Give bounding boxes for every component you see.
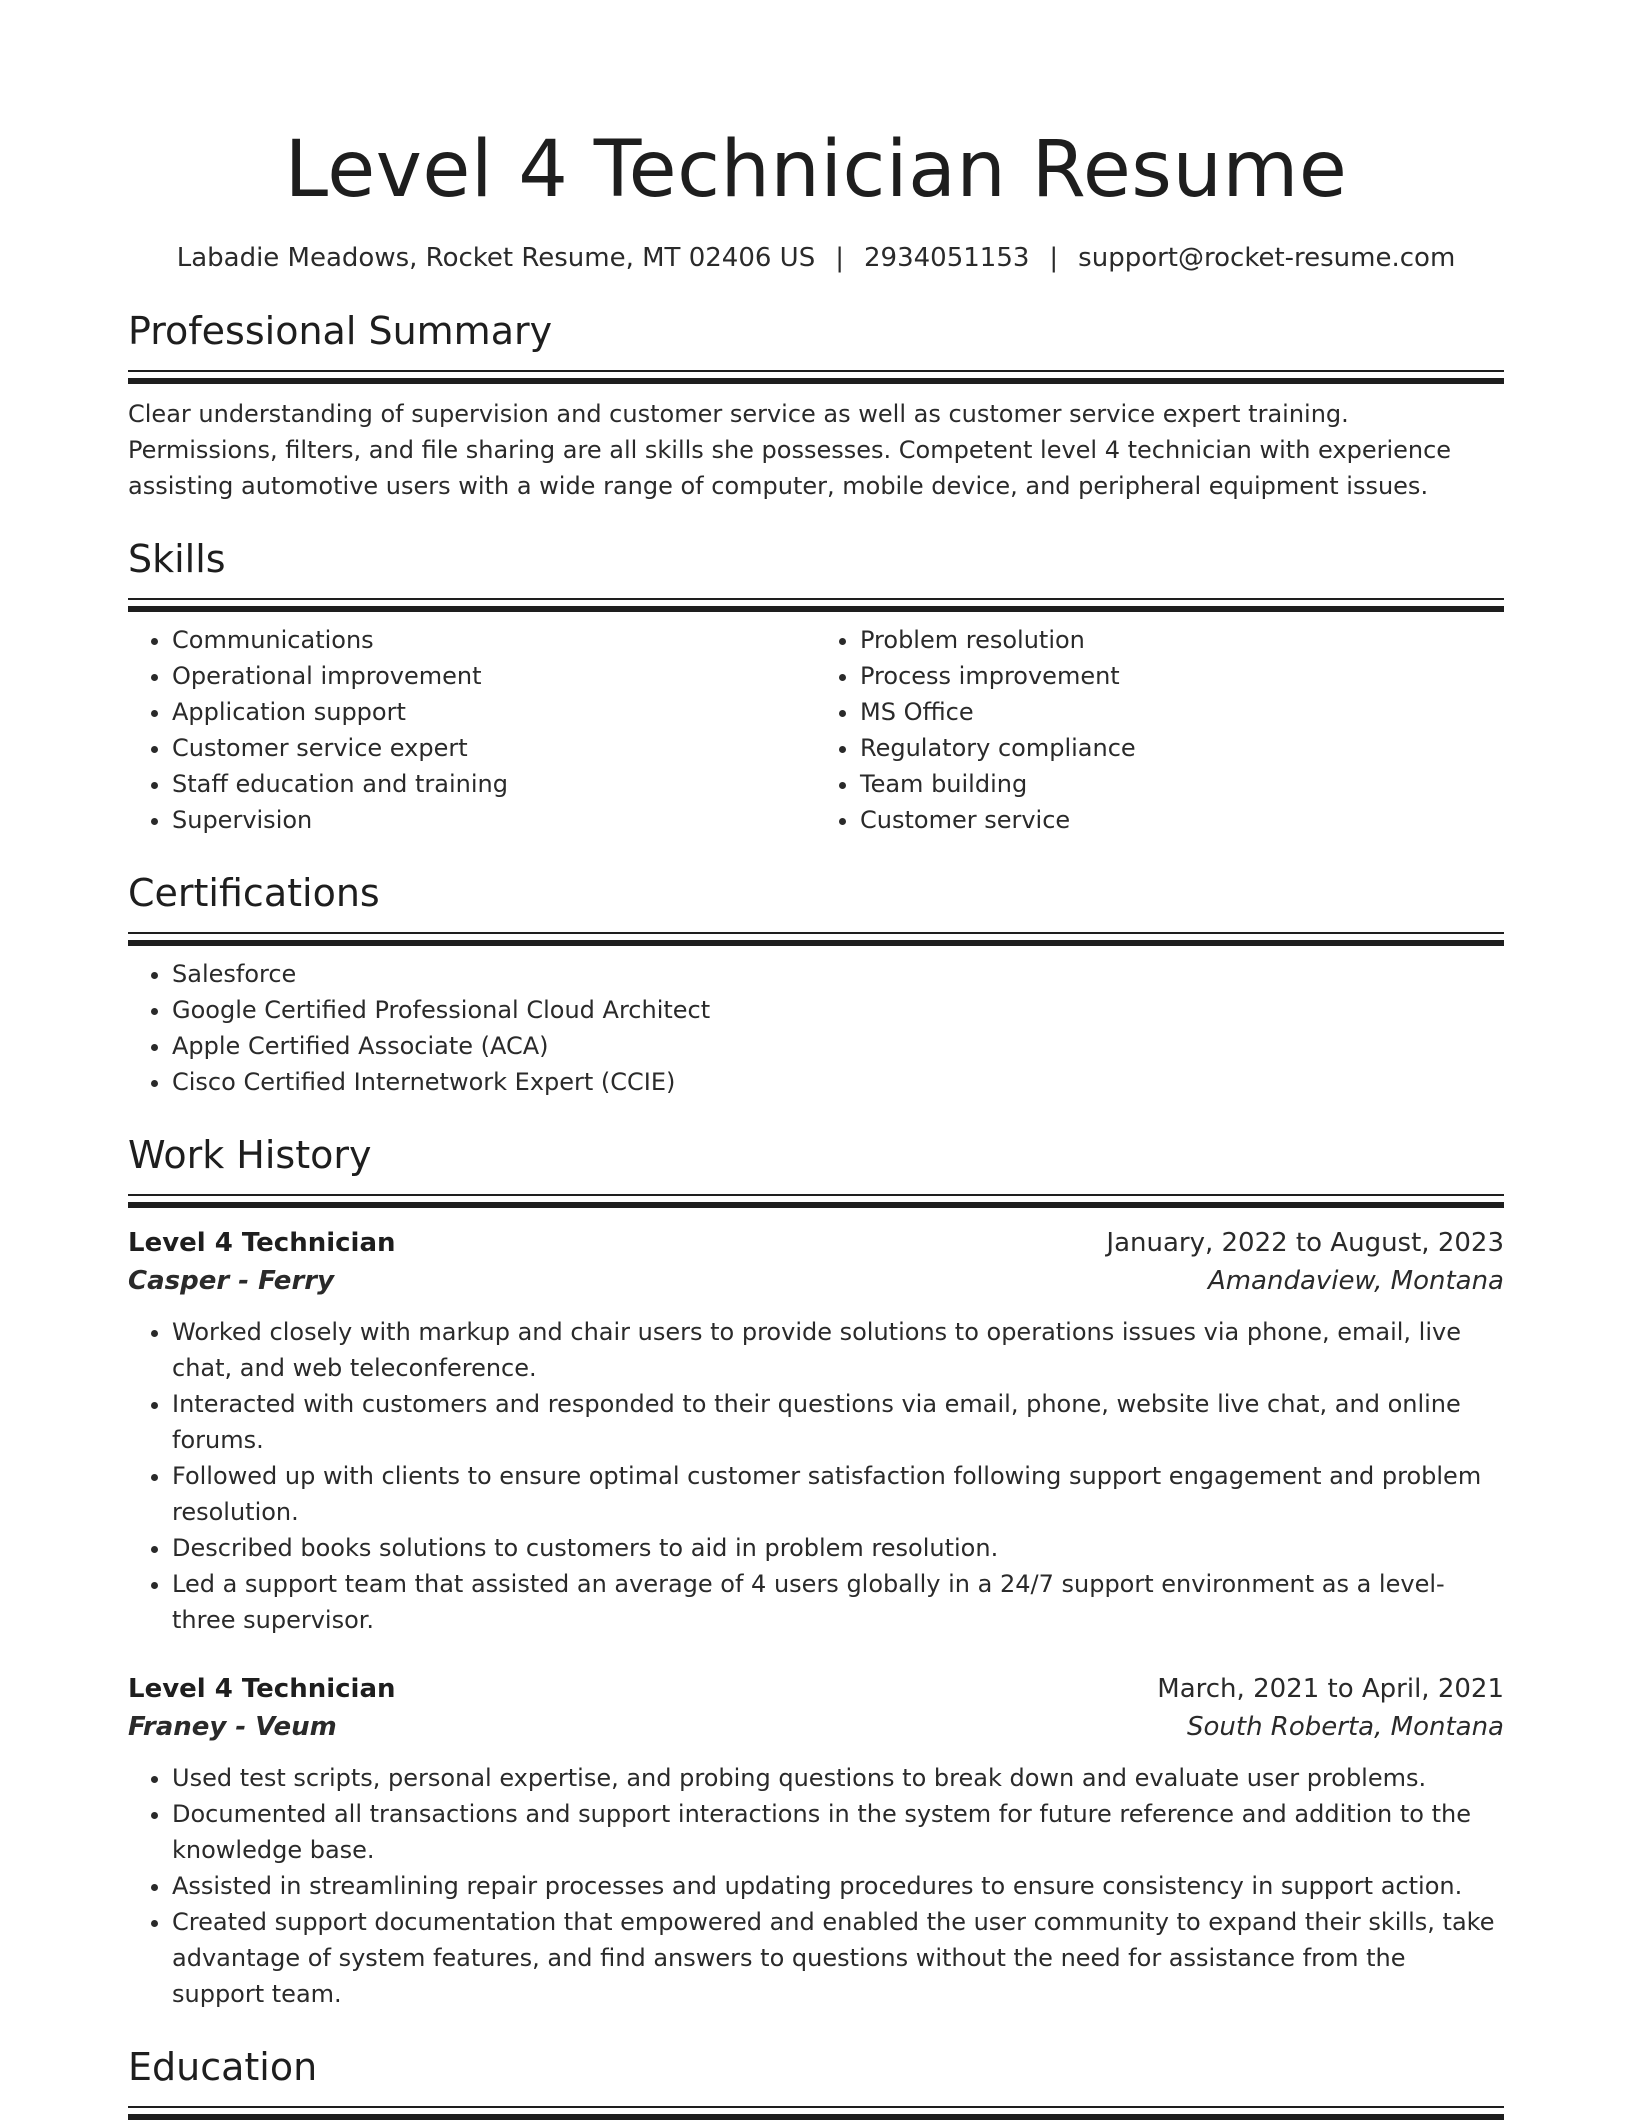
- job-location: Amandaview, Montana: [1207, 1266, 1504, 1296]
- certifications-section: [128, 868, 1504, 1100]
- job-bullet: • Followed up with clients to ensure optimal customer satisfaction following support engagement and problem resolution.: [172, 1458, 1504, 1530]
- job-bullet: • Interacted with customers and responded to their questions via email, phone, website live chat, and online forums.: [172, 1386, 1504, 1458]
- skill-item: • Customer service expert: [172, 730, 816, 766]
- section-divider: [128, 1194, 1504, 1206]
- summary-heading: Professional Summary: [128, 309, 553, 353]
- contact-phone: 2934051153: [863, 243, 1030, 273]
- contact-separator: |: [835, 243, 844, 273]
- job-bullets: [128, 1760, 1504, 2012]
- skill-item: • Customer service: [860, 802, 1504, 838]
- job-bullet: • Documented all transactions and support interactions in the system for future reference and addition to the knowledge base.: [172, 1796, 1504, 1868]
- job-title: Level 4 Technician: [128, 1674, 396, 1704]
- skill-item: • Application support: [172, 694, 816, 730]
- job-company: Franey - Veum: [128, 1712, 337, 1742]
- section-divider: [128, 598, 1504, 610]
- work-history-section: [128, 1130, 1504, 2012]
- job-entry: [128, 1224, 1504, 1638]
- skill-item: • Staff education and training: [172, 766, 816, 802]
- summary-text: Clear understanding of supervision and customer service as well as customer service expert training. Permissions, filters, and file sharing are all skills she possesses. Competent level 4 technician with experience assisting automotive users with a wide range of computer, mobile device, and peripheral equipment issues.: [128, 400, 1452, 500]
- job-subheader-row: [128, 1262, 1504, 1300]
- job-dates: January, 2022 to August, 2023: [1106, 1228, 1504, 1258]
- job-bullets: [128, 1314, 1504, 1638]
- certification-item: • Google Certified Professional Cloud Architect: [172, 992, 1504, 1028]
- contact-separator: |: [1049, 243, 1059, 273]
- job-subheader-row: [128, 1708, 1504, 1746]
- section-divider: [128, 2106, 1504, 2118]
- skill-item: • Communications: [172, 622, 816, 658]
- certifications-list: [128, 956, 1504, 1100]
- certification-item: • Salesforce: [172, 956, 1504, 992]
- job-bullet: • Used test scripts, personal expertise, and probing questions to break down and evaluate user problems.: [172, 1760, 1504, 1796]
- contact-address: Labadie Meadows, Rocket Resume, MT 02406 US: [176, 243, 816, 273]
- job-entry: [128, 1670, 1504, 2012]
- job-dates: March, 2021 to April, 2021: [1157, 1674, 1504, 1704]
- skill-item: • Process improvement: [860, 658, 1504, 694]
- contact-line: [128, 240, 1504, 276]
- skill-item: • Operational improvement: [172, 658, 816, 694]
- job-header-row: [128, 1224, 1504, 1262]
- resume-page: [128, 0, 1504, 2118]
- job-bullet: • Assisted in streamlining repair processes and updating procedures to ensure consistency in support action.: [172, 1868, 1504, 1904]
- skill-item: • Regulatory compliance: [860, 730, 1504, 766]
- job-header-row: [128, 1670, 1504, 1708]
- certifications-heading: Certifications: [128, 871, 380, 915]
- certification-item: • Cisco Certified Internetwork Expert (CCIE): [172, 1064, 1504, 1100]
- job-company: Casper - Ferry: [128, 1266, 335, 1296]
- section-divider: [128, 932, 1504, 944]
- contact-email: support@rocket-resume.com: [1078, 243, 1456, 273]
- job-bullet: • Led a support team that assisted an average of 4 users globally in a 24/7 support environment as a level-three supervisor.: [172, 1566, 1504, 1638]
- work-history-heading: Work History: [128, 1133, 372, 1177]
- section-divider: [128, 370, 1504, 382]
- education-section: [128, 2042, 1504, 2118]
- skills-right-list: [816, 622, 1504, 838]
- certification-item: • Apple Certified Associate (ACA): [172, 1028, 1504, 1064]
- skills-grid: [128, 610, 1504, 838]
- skill-item: • Problem resolution: [860, 622, 1504, 658]
- skills-section: [128, 534, 1504, 838]
- skill-item: • Team building: [860, 766, 1504, 802]
- job-location: South Roberta, Montana: [1186, 1712, 1504, 1742]
- skills-left-list: [128, 622, 816, 838]
- job-bullet: • Created support documentation that empowered and enabled the user community to expand their skills, take advantage of system features, and find answers to questions without the need for assistance from the support team.: [172, 1904, 1504, 2012]
- skills-heading: Skills: [128, 537, 226, 581]
- job-title: Level 4 Technician: [128, 1228, 396, 1258]
- skill-item: • MS Office: [860, 694, 1504, 730]
- education-heading: Education: [128, 2045, 318, 2089]
- summary-section: [128, 306, 1504, 504]
- skill-item: • Supervision: [172, 802, 816, 838]
- resume-title: Level 4 Technician Resume: [284, 125, 1348, 215]
- job-bullet: • Described books solutions to customers to aid in problem resolution.: [172, 1530, 1504, 1566]
- job-bullet: • Worked closely with markup and chair users to provide solutions to operations issues via phone, email, live chat, and web teleconference.: [172, 1314, 1504, 1386]
